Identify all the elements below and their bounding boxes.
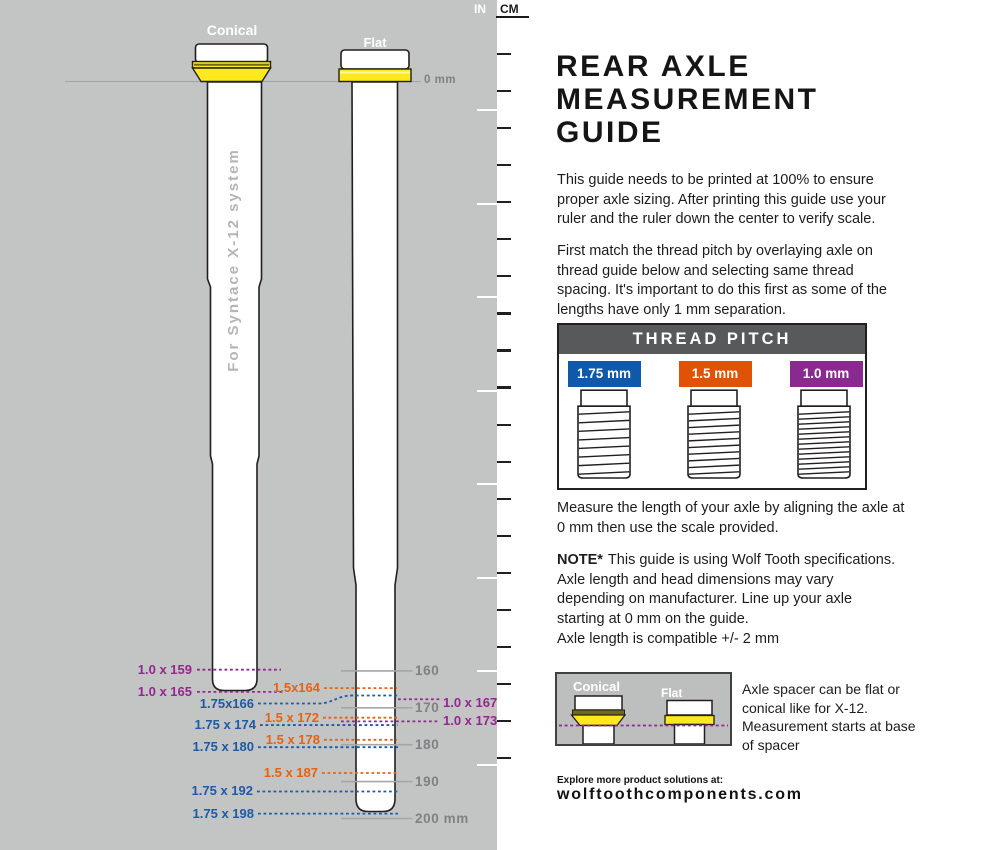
bolt-175mm [568, 389, 640, 483]
cm-tick [497, 424, 511, 426]
measurement-label-198: 1.75 x 198 [192, 805, 254, 821]
note-text: This guide is using Wolf Tooth specifications. Axle length and head dimensions may vary depending on manufacturer. Line up your axle starting at 0 mm on the guide. [557, 552, 896, 627]
cm-tick [497, 646, 511, 648]
inch-tick [477, 109, 497, 111]
spacer-info-text: Axle spacer can be flat or conical like for X-12. Measurement starts at base of spacer [742, 681, 916, 753]
cm-tick [497, 609, 511, 611]
footer-tagline: Explore more product solutions at: [557, 775, 724, 786]
cm-tick [497, 349, 511, 351]
cm-tick [497, 312, 511, 314]
page-title: REAR AXLE MEASUREMENT GUIDE [556, 50, 819, 149]
inch-tick [477, 203, 497, 205]
cm-tick [497, 275, 511, 277]
measurement-label-192: 1.75 x 192 [191, 783, 253, 799]
mini-conical-label: Conical [573, 679, 620, 694]
flat-axle-label: Flat [363, 35, 387, 50]
scale-mark-160: 160 [415, 662, 440, 678]
ruler-zero-mark [496, 16, 529, 18]
intro-paragraph: This guide needs to be printed at 100% to ensure proper axle sizing. After printing this guide use your ruler and the ruler down the center to verify scale. [557, 172, 886, 227]
scale-mark-170: 170 [415, 699, 440, 715]
cm-tick [497, 720, 511, 722]
pitch-chip-175: 1.75 mm [568, 361, 641, 387]
note-label: NOTE* [557, 552, 603, 568]
measurement-label-172: 1.5 x 172 [264, 709, 319, 725]
measurement-label-178: 1.5 x 178 [265, 731, 320, 747]
cm-tick [497, 757, 511, 759]
cm-tick [497, 386, 511, 388]
inch-tick [477, 577, 497, 579]
scale-mark-180: 180 [415, 736, 440, 752]
measurement-label-187: 1.5 x 187 [263, 765, 318, 781]
axle-side-text: For Syntace X-12 system [225, 148, 242, 372]
measurement-label-166: 1.75x166 [199, 695, 254, 711]
measurement-label-165: 1.0 x 165 [137, 683, 192, 699]
conical-axle-label: Conical [206, 22, 258, 38]
thread-pitch-paragraph: First match the thread pitch by overlaying axle on thread guide below and selecting same thread spacing. It's important to do this first as some of the lengths have only 1 mm separation. [557, 243, 887, 318]
axle-diagram-panel [0, 0, 497, 850]
cm-tick [497, 53, 511, 55]
footer-domain[interactable]: wolftoothcomponents.com [557, 786, 803, 803]
inch-tick [477, 670, 497, 672]
measurement-label-180: 1.75 x 180 [192, 739, 254, 755]
cm-tick [497, 683, 511, 685]
inch-tick [477, 390, 497, 392]
scale-mark-190: 190 [415, 773, 440, 789]
inch-tick [477, 764, 497, 766]
note-paragraph [557, 551, 902, 629]
compatibility-note: Axle length is compatible +/- 2 mm [557, 631, 780, 647]
cm-tick [497, 90, 511, 92]
thread-pitch-header: THREAD PITCH [559, 325, 865, 354]
mini-flat-label: Flat [661, 686, 683, 700]
ruler-cm-label: CM [500, 2, 519, 16]
inch-tick [477, 483, 497, 485]
flat-axle [339, 50, 411, 812]
bolt-15mm [678, 389, 750, 483]
cm-tick [497, 238, 511, 240]
measure-paragraph: Measure the length of your axle by aligning the axle at 0 mm then use the scale provided. [557, 500, 905, 536]
cm-tick [497, 498, 511, 500]
measurement-label-164: 1.5x164 [273, 680, 320, 696]
cm-tick [497, 127, 511, 129]
zero-mm-label: 0 mm [424, 74, 457, 86]
cm-tick [497, 164, 511, 166]
bolt-10mm [788, 389, 860, 483]
pitch-chip-10: 1.0 mm [790, 361, 863, 387]
ruler-inches-label: IN [474, 2, 486, 16]
cm-tick [497, 572, 511, 574]
scale-mark-200: 200 mm [415, 810, 469, 826]
cm-tick [497, 201, 511, 203]
inch-tick [477, 296, 497, 298]
measurement-label-174: 1.75 x 174 [194, 717, 256, 733]
measurement-label-159: 1.0 x 159 [137, 661, 192, 677]
measurement-label-167: 1.0 x 167 [443, 694, 498, 710]
cm-tick [497, 535, 511, 537]
thread-pitch-box [557, 323, 867, 490]
measurement-label-173: 1.0 x 173 [443, 713, 498, 729]
pitch-chip-15: 1.5 mm [679, 361, 752, 387]
cm-tick [497, 461, 511, 463]
spacer-example-box [555, 672, 732, 746]
